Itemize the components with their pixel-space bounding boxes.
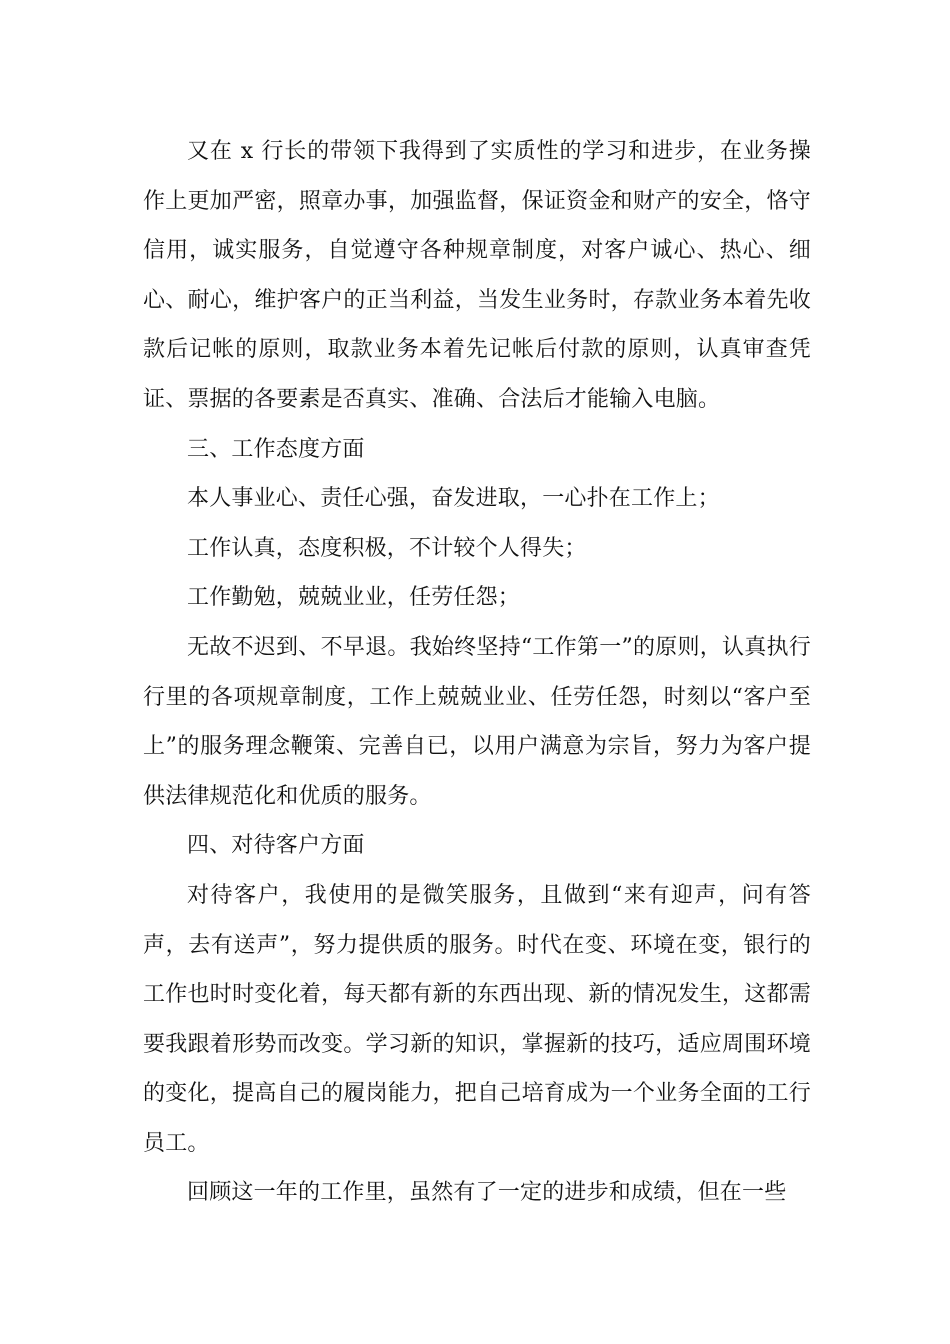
heading-work-attitude: 三、工作态度方面 — [187, 436, 365, 462]
paragraph-business-operation: 又在 x 行长的带领下我得到了实质性的学习和进步，在业务操作上更加严密，照章办事，加强监督，保证资金和财产的安全，恪守信用，诚实服务，自觉遵守各种规章制度，对客户诚心、热心、细心、耐心，维护客户的正当利益，当发生业务时，存款业务本着先收款后记帐的原则，取款业务本着先记帐后付款的原则，认真审查凭证、票据的各要素是否真实、准确、合法后才能输入电脑。 — [143, 139, 811, 412]
paragraph-diligence: 工作认真，态度积极，不计较个人得失； — [187, 535, 587, 561]
paragraph-customer-service: 对待客户，我使用的是微笑服务，且做到“来有迎声，问有答声，去有送声”，努力提供质的服务。时代在变、环境在变，银行的工作也时时变化着，每天都有新的东西出现、新的情况发生，这都需要我跟着形势而改变。学习新的知识，掌握新的技巧，适应周围环境的变化，提高自己的履岗能力，把自己培育成为一个业务全面的工行员工。 — [143, 882, 811, 1156]
document-body — [143, 127, 811, 1218]
paragraph-punctuality: 无故不迟到、不早退。我始终坚持“工作第一”的原则，认真执行行里的各项规章制度，工作上兢兢业业、任劳任怨，时刻以“客户至上”的服务理念鞭策、完善自已，以用户满意为宗旨，努力为客户提供法律规范化和优质的服务。 — [143, 634, 811, 809]
paragraph-hardworking: 工作勤勉，兢兢业业，任劳任怨； — [187, 585, 521, 611]
heading-customer-treatment: 四、对待客户方面 — [187, 833, 365, 859]
paragraph-dedication: 本人事业心、责任心强，奋发进取，一心扑在工作上； — [187, 486, 720, 512]
paragraph-year-review: 回顾这一年的工作里，虽然有了一定的进步和成绩，但在一些 — [187, 1180, 787, 1206]
